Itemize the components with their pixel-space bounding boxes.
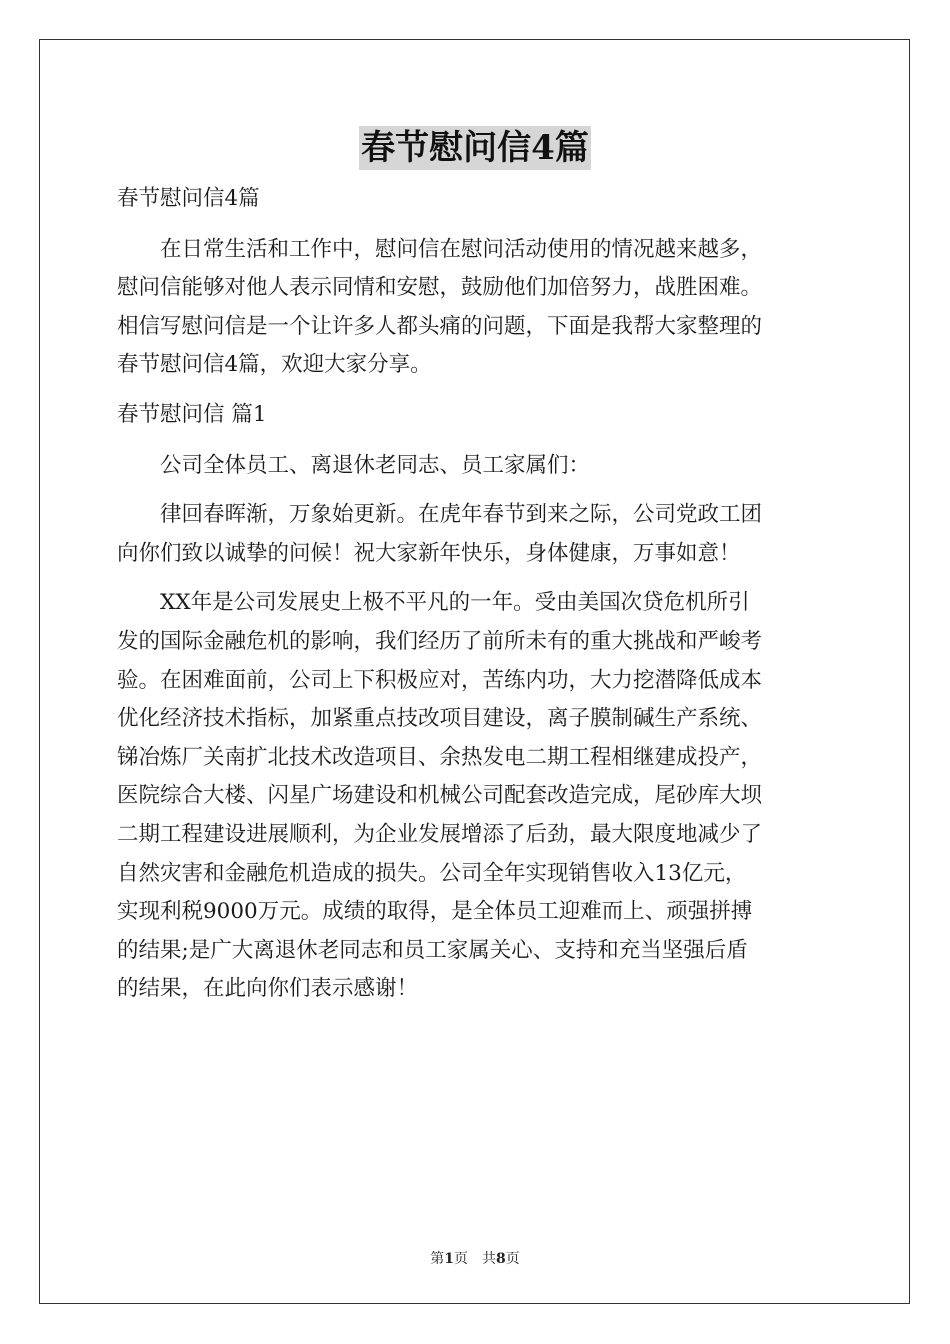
review-line: 实现利税9000万元。成绩的取得，是全体员工迎难而上、顽强拼搏	[117, 899, 753, 925]
footer-page-mid: 页 共	[454, 1251, 496, 1267]
review-line: 自然灾害和金融危机造成的损失。公司全年实现销售收入13亿元，	[117, 860, 747, 886]
intro-line: 春节慰问信4篇，欢迎大家分享。	[117, 352, 432, 378]
footer-page-current: 1	[444, 1251, 454, 1267]
review-line: 医院综合大楼、闪星广场建设和机械公司配套改造完成，尾砂库大坝	[117, 783, 763, 809]
review-line: 优化经济技术指标，加紧重点技改项目建设，离子膜制碱生产系统、	[117, 706, 763, 732]
document-title: 春节慰问信4篇	[361, 128, 589, 168]
salutation-paragraph	[117, 447, 837, 486]
document-title-wrapper	[0, 126, 950, 170]
salutation-line: 公司全体员工、离退休老同志、员工家属们：	[117, 452, 591, 478]
section-heading: 春节慰问信 篇1	[117, 401, 267, 427]
review-paragraph	[117, 584, 837, 1009]
review-line: 的结果，在此向你们表示感谢！	[117, 976, 419, 1002]
document-body	[117, 180, 837, 1020]
review-line: 锑冶炼厂关南扩北技术改造项目、余热发电二期工程相继建成投产，	[117, 744, 763, 770]
intro-paragraph	[117, 231, 837, 385]
review-line: XX年是公司发展史上极不平凡的一年。受由美国次贷危机所引	[117, 590, 750, 616]
intro-line: 相信写慰问信是一个让许多人都头痛的问题，下面是我帮大家整理的	[117, 313, 763, 339]
greeting-line: 律回春晖渐，万象始更新。在虎年春节到来之际，公司党政工团	[117, 502, 763, 528]
intro-line: 在日常生活和工作中，慰问信在慰问活动使用的情况越来越多，	[117, 236, 763, 262]
review-line: 验。在困难面前，公司上下积极应对，苦练内功，大力挖潜降低成本	[117, 667, 763, 693]
review-line: 二期工程建设进展顺利，为企业发展增添了后劲，最大限度地减少了	[117, 821, 763, 847]
footer-page-total: 8	[496, 1251, 506, 1267]
document-subtitle: 春节慰问信4篇	[117, 186, 260, 211]
footer-page-suffix: 页	[505, 1251, 520, 1267]
review-line: 的结果;是广大离退休老同志和员工家属关心、支持和充当坚强后盾	[117, 937, 748, 963]
page-footer	[0, 1248, 950, 1268]
greeting-paragraph	[117, 496, 837, 573]
intro-line: 慰问信能够对他人表示同情和安慰，鼓励他们加倍努力，战胜困难。	[117, 275, 763, 301]
greeting-line: 向你们致以诚挚的问候！祝大家新年快乐，身体健康，万事如意！	[117, 540, 741, 566]
review-line: 发的国际金融危机的影响，我们经历了前所未有的重大挑战和严峻考	[117, 628, 763, 654]
footer-page-prefix: 第	[430, 1251, 445, 1267]
